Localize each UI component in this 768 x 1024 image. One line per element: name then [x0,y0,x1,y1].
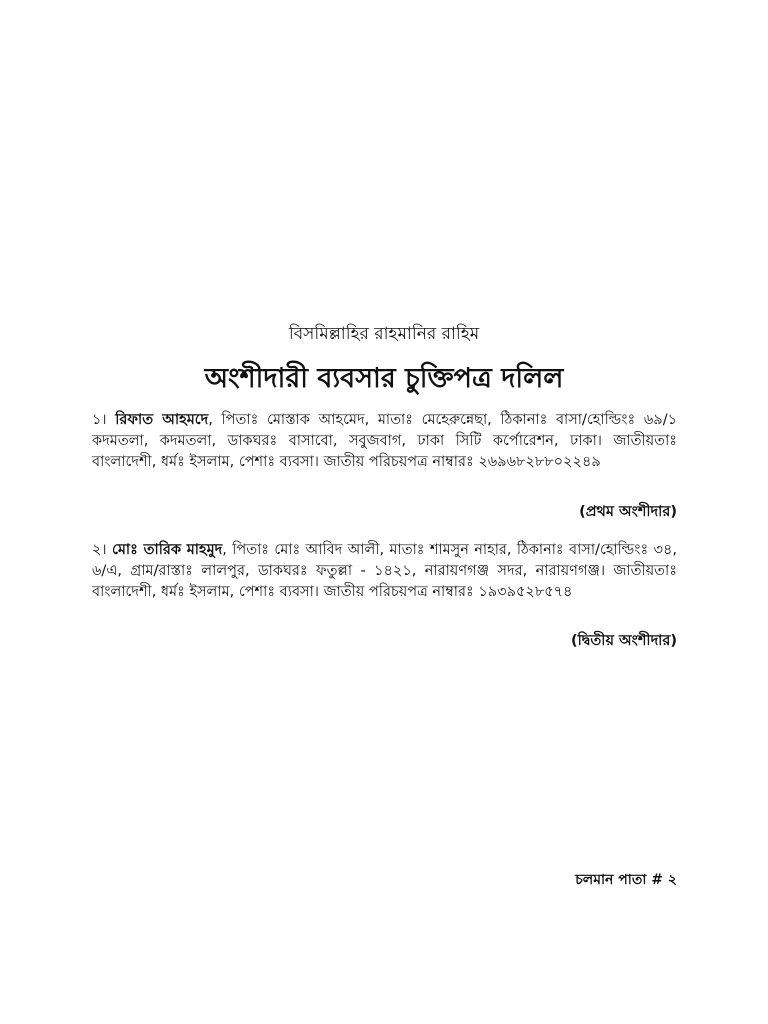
first-partner-role: (প্রথম অংশীদার) [579,504,677,520]
party-name: মোঃ তারিক মাহমুদ [111,542,223,558]
continued-page-footer: চলমান পাতা # ২ [575,872,677,888]
document-title: অংশীদারী ব্যবসার চুক্তিপত্র দলিল [204,363,564,394]
party-name: রিফাত আহমদে [115,412,209,428]
first-partner-paragraph [92,410,677,473]
bismillah-heading: বিসমিল্লাহির রাহমানির রাহিম [288,324,480,344]
second-partner-paragraph [92,540,677,603]
party-number: ১। [92,412,107,428]
party-details: , পিতাঃ মোঃ আবিদ আলী, মাতাঃ শামসুন নাহার, ঠিকানাঃ বাসা/হোল্ডিংঃ ৩৪, ৬/এ, গ্রাম/রাস্তাঃ লালপুর, ডাকঘরঃ ফতুল্লা - ১৪২১, নারায়ণগঞ্জ সদর, নারায়ণগঞ্জ। জাতীয়তাঃ বাংলাদেশী, ধর্মঃ ইসলাম, পেশাঃ ব্যবসা। জাতীয় পরিচয়পত্র নাম্বারঃ ১৯৩৯৫২৮৫৭৪ [92,542,678,600]
second-partner-role: (দ্বিতীয় অংশীদার) [571,633,677,649]
party-details: , পিতাঃ মোস্তাক আহমেদ, মাতাঃ মেহেরুন্নেছা, ঠিকানাঃ বাসা/হোল্ডিংঃ ৬৯/১ কদমতলা, কদমতলা, ডাকঘরঃ বাসাবো, সবুজবাগ, ঢাকা সিটি কর্পোরেশন, ঢাকা। জাতীয়তাঃ বাংলাদেশী, ধর্মঃ ইসলাম, পেশাঃ ব্যবসা। জাতীয় পরিচয়পত্র নাম্বারঃ ২৬৯৬৮২৮৮০২২৪৯ [92,412,677,470]
party-number: ২। [92,542,107,558]
